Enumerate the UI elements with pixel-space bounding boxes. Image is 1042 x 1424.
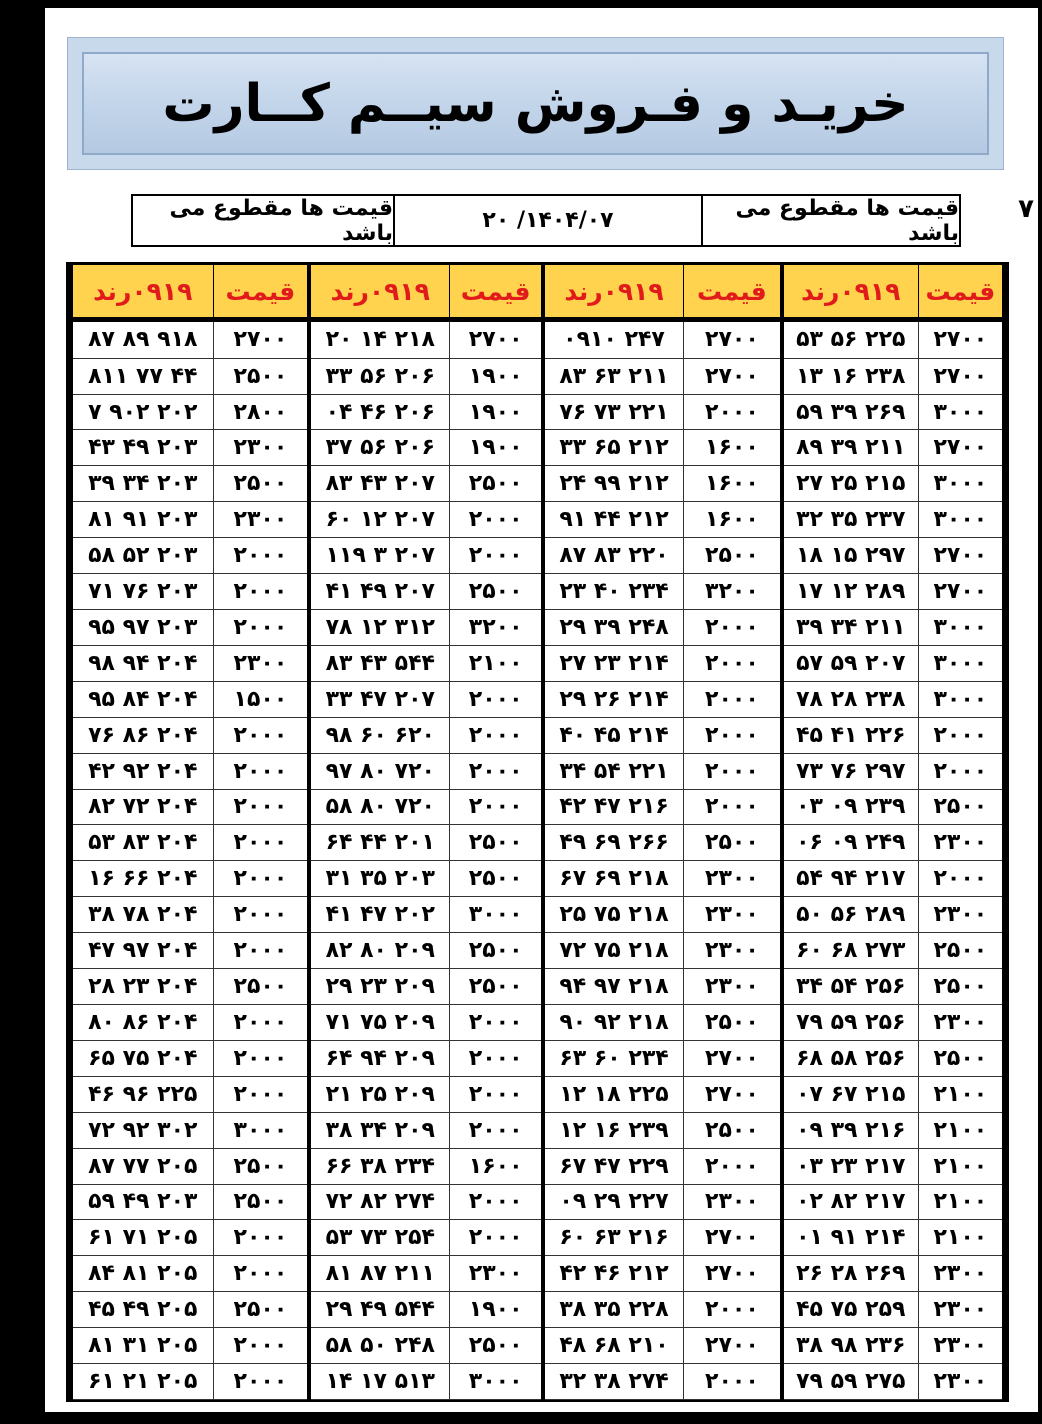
sim-number-cell: ۲۰۴ ۹۴ ۹۸	[71, 645, 214, 681]
table-row	[71, 394, 1005, 430]
price-cell: ۲۰۰۰	[213, 1364, 309, 1400]
price-cell: ۲۱۰۰	[450, 645, 543, 681]
sim-number-cell: ۲۳۴ ۶۰ ۶۳	[543, 1040, 683, 1076]
table-row	[71, 1148, 1005, 1184]
sim-number-cell: ۲۰۳ ۹۷ ۹۵	[71, 610, 214, 646]
header-price: قیمت	[918, 265, 1004, 320]
price-cell: ۲۰۰۰	[450, 681, 543, 717]
price-cell: ۲۰۰۰	[213, 1328, 309, 1364]
price-cell: ۲۱۰۰	[918, 1220, 1004, 1256]
sim-number-cell: ۲۰۷ ۴۳ ۸۳	[309, 466, 449, 502]
table-row	[71, 861, 1005, 897]
price-cell: ۱۹۰۰	[450, 1292, 543, 1328]
sim-number-cell: ۲۰۴ ۸۳ ۵۳	[71, 825, 214, 861]
sim-number-cell: ۲۰۶ ۵۶ ۳۷	[309, 430, 449, 466]
sim-number-cell: ۲۴۷ ۰۹۱۰	[543, 320, 683, 359]
price-cell: ۲۰۰۰	[213, 789, 309, 825]
sim-number-cell: ۲۳۴ ۳۸ ۶۶	[309, 1148, 449, 1184]
table-row	[71, 897, 1005, 933]
price-cell: ۲۰۰۰	[450, 1220, 543, 1256]
sim-number-cell: ۲۰۳ ۷۶ ۷۱	[71, 574, 214, 610]
sim-number-cell: ۲۰۷ ۵۹ ۵۷	[782, 645, 918, 681]
table-row	[71, 1004, 1005, 1040]
sim-number-cell: ۲۱۸ ۷۵ ۷۲	[543, 933, 683, 969]
price-cell: ۲۰۰۰	[213, 861, 309, 897]
table-row	[71, 789, 1005, 825]
price-cell: ۲۰۰۰	[213, 1076, 309, 1112]
table-row	[71, 1220, 1005, 1256]
sim-number-cell: ۲۳۸ ۲۸ ۷۸	[782, 681, 918, 717]
table-row	[71, 538, 1005, 574]
price-cell: ۱۹۰۰	[450, 430, 543, 466]
price-cell: ۲۰۰۰	[450, 1040, 543, 1076]
price-cell: ۲۵۰۰	[918, 969, 1004, 1005]
sim-number-cell: ۲۳۶ ۹۸ ۳۸	[782, 1328, 918, 1364]
price-cell: ۲۷۰۰	[683, 320, 781, 359]
price-cell: ۲۷۰۰	[213, 320, 309, 359]
price-cell: ۲۵۰۰	[213, 969, 309, 1005]
price-cell: ۲۱۰۰	[918, 1184, 1004, 1220]
sim-number-cell: ۲۰۹ ۷۵ ۷۱	[309, 1004, 449, 1040]
sim-number-cell: ۲۳۸ ۱۶ ۱۳	[782, 358, 918, 394]
sim-number-cell: ۲۲۵ ۹۶ ۴۶	[71, 1076, 214, 1112]
price-cell: ۳۰۰۰	[918, 645, 1004, 681]
table-row	[71, 1328, 1005, 1364]
sim-number-cell: ۲۱۷ ۲۳ ۰۳	[782, 1148, 918, 1184]
sim-number-cell: ۲۱۷ ۹۴ ۵۴	[782, 861, 918, 897]
sim-number-cell: ۲۰۶ ۴۶ ۰۴	[309, 394, 449, 430]
sim-number-cell: ۲۵۴ ۷۳ ۵۳	[309, 1220, 449, 1256]
sim-number-cell: ۲۰۹ ۸۰ ۸۲	[309, 933, 449, 969]
sim-number-cell: ۲۰۷ ۴۷ ۳۳	[309, 681, 449, 717]
sim-number-cell: ۲۲۸ ۳۵ ۳۸	[543, 1292, 683, 1328]
price-cell: ۲۵۰۰	[683, 1004, 781, 1040]
price-cell: ۳۰۰۰	[918, 610, 1004, 646]
sim-number-cell: ۲۱۲ ۹۹ ۲۴	[543, 466, 683, 502]
price-cell: ۲۰۰۰	[683, 610, 781, 646]
price-list-page	[45, 8, 1038, 1412]
table-row	[71, 358, 1005, 394]
sim-number-cell: ۲۶۹ ۳۹ ۵۹	[782, 394, 918, 430]
price-cell: ۳۰۰۰	[213, 1112, 309, 1148]
header-number: ۰۹۱۹رند	[309, 265, 449, 320]
price-cell: ۲۰۰۰	[450, 717, 543, 753]
price-cell: ۳۰۰۰	[450, 897, 543, 933]
table-row	[71, 1256, 1005, 1292]
sim-number-cell: ۲۰۴ ۷۲ ۸۲	[71, 789, 214, 825]
table-row	[71, 681, 1005, 717]
price-cell: ۲۵۰۰	[450, 969, 543, 1005]
sim-number-cell: ۲۱۲ ۴۴ ۹۱	[543, 502, 683, 538]
price-cell: ۲۰۰۰	[450, 753, 543, 789]
sim-number-cell: ۲۰۴ ۹۷ ۴۷	[71, 933, 214, 969]
price-cell: ۲۰۰۰	[683, 394, 781, 430]
price-cell: ۲۰۰۰	[213, 753, 309, 789]
price-cell: ۱۹۰۰	[450, 394, 543, 430]
sim-number-cell: ۲۲۷ ۲۹ ۰۹	[543, 1184, 683, 1220]
price-cell: ۲۰۰۰	[213, 933, 309, 969]
price-cell: ۲۳۰۰	[918, 897, 1004, 933]
price-cell: ۲۵۰۰	[213, 466, 309, 502]
sim-number-cell: ۲۰۷ ۳ ۱۱۹	[309, 538, 449, 574]
price-cell: ۲۳۰۰	[213, 430, 309, 466]
price-cell: ۲۵۰۰	[450, 933, 543, 969]
sim-number-cell: ۲۲۹ ۴۷ ۶۷	[543, 1148, 683, 1184]
price-cell: ۲۵۰۰	[213, 1292, 309, 1328]
sim-number-cell: ۳۱۲ ۱۲ ۷۸	[309, 610, 449, 646]
table-row	[71, 1184, 1005, 1220]
table-row	[71, 1292, 1005, 1328]
sim-number-cell: ۲۱۰ ۶۸ ۴۸	[543, 1328, 683, 1364]
sim-number-cell: ۲۱۸ ۶۹ ۶۷	[543, 861, 683, 897]
price-cell: ۲۳۰۰	[918, 1004, 1004, 1040]
sim-number-cell: ۲۸۹ ۱۲ ۱۷	[782, 574, 918, 610]
price-cell: ۲۵۰۰	[918, 789, 1004, 825]
price-cell: ۱۶۰۰	[450, 1148, 543, 1184]
sim-number-cell: ۲۴۹ ۰۹ ۰۶	[782, 825, 918, 861]
sim-number-cell: ۲۰۴ ۶۶ ۱۶	[71, 861, 214, 897]
sim-number-cell: ۲۰۴ ۷۸ ۳۸	[71, 897, 214, 933]
price-cell: ۲۰۰۰	[683, 645, 781, 681]
sim-number-cell: ۲۱۱ ۸۷ ۸۱	[309, 1256, 449, 1292]
price-cell: ۲۰۰۰	[213, 717, 309, 753]
sim-number-cell: ۲۷۴ ۸۲ ۷۲	[309, 1184, 449, 1220]
price-cell: ۳۰۰۰	[918, 502, 1004, 538]
sim-number-cell: ۲۱۸ ۹۷ ۹۴	[543, 969, 683, 1005]
sim-number-cell: ۲۹۷ ۱۵ ۱۸	[782, 538, 918, 574]
price-cell: ۲۵۰۰	[213, 1184, 309, 1220]
price-cell: ۲۰۰۰	[450, 1076, 543, 1112]
price-table-wrapper	[66, 262, 1009, 1402]
sim-number-cell: ۲۰۱ ۴۴ ۶۴	[309, 825, 449, 861]
sim-number-cell: ۲۰۴ ۷۵ ۶۵	[71, 1040, 214, 1076]
price-cell: ۲۳۰۰	[683, 897, 781, 933]
sim-number-cell: ۲۱۴ ۹۱ ۰۱	[782, 1220, 918, 1256]
info-bar	[131, 194, 961, 247]
sim-number-cell: ۲۰۴ ۹۲ ۴۲	[71, 753, 214, 789]
table-row	[71, 1112, 1005, 1148]
header-number: ۰۹۱۹رند	[71, 265, 214, 320]
sim-number-cell: ۲۹۷ ۷۶ ۷۳	[782, 753, 918, 789]
sim-number-cell: ۲۷۴ ۳۸ ۳۲	[543, 1364, 683, 1400]
sim-number-cell: ۲۱۴ ۴۵ ۴۰	[543, 717, 683, 753]
price-cell: ۲۱۰۰	[918, 1148, 1004, 1184]
sim-number-cell: ۲۰۲ ۹۰۲ ۷	[71, 394, 214, 430]
title-banner	[67, 37, 1004, 170]
sim-number-cell: ۲۰۵ ۳۱ ۸۱	[71, 1328, 214, 1364]
price-cell: ۲۸۰۰	[213, 394, 309, 430]
price-cell: ۲۳۰۰	[213, 502, 309, 538]
table-body	[71, 320, 1005, 1400]
price-cell: ۳۰۰۰	[918, 681, 1004, 717]
sim-number-cell: ۲۰۳ ۴۹ ۵۹	[71, 1184, 214, 1220]
sim-number-cell: ۲۱۲ ۴۶ ۴۲	[543, 1256, 683, 1292]
sim-number-cell: ۲۱۸ ۹۲ ۹۰	[543, 1004, 683, 1040]
price-cell: ۱۶۰۰	[683, 466, 781, 502]
price-cell: ۲۳۰۰	[683, 969, 781, 1005]
sim-number-cell: ۲۱۸ ۷۵ ۲۵	[543, 897, 683, 933]
price-cell: ۲۷۰۰	[918, 574, 1004, 610]
sim-number-cell: ۲۰۷ ۴۹ ۴۱	[309, 574, 449, 610]
sim-number-cell: ۴۴ ۷۷ ۸۱۱	[71, 358, 214, 394]
sim-number-cell: ۲۲۰ ۸۳ ۸۷	[543, 538, 683, 574]
sim-number-cell: ۷۲۰ ۸۰ ۵۸	[309, 789, 449, 825]
sim-number-cell: ۲۵۹ ۷۵ ۴۵	[782, 1292, 918, 1328]
price-table	[68, 264, 1007, 1400]
price-cell: ۲۰۰۰	[213, 1040, 309, 1076]
price-cell: ۲۳۰۰	[450, 1256, 543, 1292]
sim-number-cell: ۲۰۳ ۳۴ ۳۹	[71, 466, 214, 502]
price-cell: ۲۵۰۰	[683, 538, 781, 574]
sim-number-cell: ۲۰۹ ۲۳ ۲۹	[309, 969, 449, 1005]
table-row	[71, 645, 1005, 681]
price-cell: ۲۵۰۰	[450, 574, 543, 610]
price-cell: ۲۰۰۰	[450, 1004, 543, 1040]
price-cell: ۲۰۰۰	[213, 574, 309, 610]
header-price: قیمت	[450, 265, 543, 320]
info-note-left: قیمت ها مقطوع می باشد	[169, 195, 393, 246]
price-cell: ۲۰۰۰	[918, 753, 1004, 789]
sim-number-cell: ۲۰۹ ۲۵ ۲۱	[309, 1076, 449, 1112]
price-cell: ۲۰۰۰	[683, 753, 781, 789]
sim-number-cell: ۲۰۳ ۳۵ ۳۱	[309, 861, 449, 897]
table-row	[71, 466, 1005, 502]
price-cell: ۲۷۰۰	[683, 1220, 781, 1256]
sim-number-cell: ۲۳۴ ۴۰ ۲۳	[543, 574, 683, 610]
sim-number-cell: ۲۰۳ ۹۱ ۸۱	[71, 502, 214, 538]
price-cell: ۲۳۰۰	[918, 1328, 1004, 1364]
price-cell: ۱۶۰۰	[683, 430, 781, 466]
sim-number-cell: ۲۰۹ ۹۴ ۶۴	[309, 1040, 449, 1076]
sim-number-cell: ۲۰۵ ۲۱ ۶۱	[71, 1364, 214, 1400]
sim-number-cell: ۵۴۴ ۴۳ ۸۳	[309, 645, 449, 681]
sim-number-cell: ۵۱۳ ۱۷ ۱۴	[309, 1364, 449, 1400]
table-row	[71, 574, 1005, 610]
sim-number-cell: ۹۱۸ ۸۹ ۸۷	[71, 320, 214, 359]
sim-number-cell: ۷۲۰ ۸۰ ۹۷	[309, 753, 449, 789]
price-cell: ۲۰۰۰	[450, 1184, 543, 1220]
price-cell: ۳۰۰۰	[450, 1364, 543, 1400]
price-cell: ۲۵۰۰	[918, 1040, 1004, 1076]
sim-number-cell: ۲۱۵ ۶۷ ۰۷	[782, 1076, 918, 1112]
price-cell: ۲۵۰۰	[450, 861, 543, 897]
price-cell: ۲۰۰۰	[450, 1112, 543, 1148]
table-row	[71, 1040, 1005, 1076]
sim-number-cell: ۲۱۲ ۶۵ ۳۳	[543, 430, 683, 466]
sim-number-cell: ۲۶۶ ۶۹ ۴۹	[543, 825, 683, 861]
table-row	[71, 430, 1005, 466]
table-row	[71, 320, 1005, 359]
header-number: ۰۹۱۹رند	[782, 265, 918, 320]
price-cell: ۲۵۰۰	[683, 825, 781, 861]
table-row	[71, 933, 1005, 969]
price-cell: ۳۰۰۰	[918, 466, 1004, 502]
info-note-right: قیمت ها مقطوع می باشد	[701, 196, 959, 245]
table-row	[71, 825, 1005, 861]
price-cell: ۲۰۰۰	[683, 717, 781, 753]
table-row	[71, 610, 1005, 646]
sim-number-cell: ۲۰۴ ۸۶ ۸۰	[71, 1004, 214, 1040]
sim-number-cell: ۲۰۶ ۵۶ ۳۳	[309, 358, 449, 394]
page-title: خریـد و فـروش سیــم کــارت	[162, 73, 909, 134]
sim-number-cell: ۲۰۴ ۸۴ ۹۵	[71, 681, 214, 717]
price-cell: ۲۵۰۰	[213, 1148, 309, 1184]
price-cell: ۲۵۰۰	[450, 1328, 543, 1364]
sim-number-cell: ۲۸۹ ۵۶ ۵۰	[782, 897, 918, 933]
sim-number-cell: ۲۰۳ ۴۹ ۴۳	[71, 430, 214, 466]
price-cell: ۲۵۰۰	[683, 1112, 781, 1148]
price-cell: ۲۰۰۰	[683, 1148, 781, 1184]
table-row	[71, 753, 1005, 789]
sim-number-cell: ۲۵۶ ۵۸ ۶۸	[782, 1040, 918, 1076]
price-cell: ۲۳۰۰	[918, 1256, 1004, 1292]
sim-number-cell: ۲۲۵ ۵۶ ۵۳	[782, 320, 918, 359]
price-cell: ۲۷۰۰	[683, 358, 781, 394]
sim-number-cell: ۲۴۸ ۳۹ ۲۹	[543, 610, 683, 646]
price-cell: ۲۷۰۰	[683, 1076, 781, 1112]
price-cell: ۲۷۰۰	[683, 1328, 781, 1364]
price-cell: ۲۰۰۰	[683, 1292, 781, 1328]
price-cell: ۳۲۰۰	[683, 574, 781, 610]
sim-number-cell: ۲۲۶ ۴۱ ۴۵	[782, 717, 918, 753]
price-cell: ۲۰۰۰	[683, 1364, 781, 1400]
sim-number-cell: ۲۰۵ ۸۱ ۸۴	[71, 1256, 214, 1292]
sim-number-cell: ۲۰۵ ۷۱ ۶۱	[71, 1220, 214, 1256]
price-cell: ۲۰۰۰	[683, 681, 781, 717]
sim-number-cell: ۲۳۷ ۳۵ ۳۲	[782, 502, 918, 538]
sim-number-cell: ۲۷۵ ۵۹ ۷۹	[782, 1364, 918, 1400]
sim-number-cell: ۵۴۴ ۴۹ ۲۹	[309, 1292, 449, 1328]
info-date: ۱۴۰۴/۰۷/ ۲۰	[393, 196, 701, 245]
price-cell: ۲۳۰۰	[918, 1364, 1004, 1400]
price-cell: ۲۷۰۰	[683, 1256, 781, 1292]
sim-number-cell: ۳۰۲ ۹۲ ۷۲	[71, 1112, 214, 1148]
header-price: قیمت	[683, 265, 781, 320]
sim-number-cell: ۲۶۹ ۲۸ ۲۶	[782, 1256, 918, 1292]
sim-number-cell: ۲۲۵ ۱۸ ۱۲	[543, 1076, 683, 1112]
table-row	[71, 717, 1005, 753]
sim-number-cell: ۲۱۶ ۳۹ ۰۹	[782, 1112, 918, 1148]
price-cell: ۲۰۰۰	[450, 502, 543, 538]
price-cell: ۲۰۰۰	[213, 1004, 309, 1040]
sim-number-cell: ۲۰۴ ۲۳ ۲۸	[71, 969, 214, 1005]
price-cell: ۱۵۰۰	[213, 681, 309, 717]
price-cell: ۳۲۰۰	[450, 610, 543, 646]
header-price: قیمت	[213, 265, 309, 320]
sim-number-cell: ۲۱۶ ۴۷ ۴۲	[543, 789, 683, 825]
sim-number-cell: ۲۰۲ ۴۷ ۴۱	[309, 897, 449, 933]
table-row	[71, 1076, 1005, 1112]
price-cell: ۲۰۰۰	[213, 1220, 309, 1256]
sim-number-cell: ۲۱۱ ۳۴ ۳۹	[782, 610, 918, 646]
sim-number-cell: ۲۵۶ ۵۹ ۷۹	[782, 1004, 918, 1040]
price-cell: ۳۰۰۰	[918, 394, 1004, 430]
price-cell: ۲۰۰۰	[918, 717, 1004, 753]
table-row	[71, 502, 1005, 538]
price-cell: ۱۹۰۰	[450, 358, 543, 394]
price-cell: ۲۵۰۰	[450, 466, 543, 502]
price-cell: ۲۰۰۰	[450, 538, 543, 574]
price-cell: ۲۰۰۰	[213, 825, 309, 861]
price-cell: ۲۱۰۰	[918, 1112, 1004, 1148]
sim-number-cell: ۲۰۷ ۱۲ ۶۰	[309, 502, 449, 538]
table-row	[71, 969, 1005, 1005]
price-cell: ۲۰۰۰	[918, 861, 1004, 897]
price-cell: ۲۱۰۰	[918, 1076, 1004, 1112]
price-cell: ۱۶۰۰	[683, 502, 781, 538]
header-number: ۰۹۱۹رند	[543, 265, 683, 320]
sim-number-cell: ۲۱۵ ۲۵ ۲۷	[782, 466, 918, 502]
sim-number-cell: ۲۰۴ ۸۶ ۷۶	[71, 717, 214, 753]
price-cell: ۲۷۰۰	[918, 320, 1004, 359]
price-cell: ۲۷۰۰	[683, 1040, 781, 1076]
price-cell: ۲۰۰۰	[450, 789, 543, 825]
sim-number-cell: ۲۱۱ ۳۹ ۸۹	[782, 430, 918, 466]
sim-number-cell: ۲۲۱ ۷۳ ۷۶	[543, 394, 683, 430]
price-cell: ۲۳۰۰	[213, 645, 309, 681]
price-cell: ۲۳۰۰	[918, 1292, 1004, 1328]
page-number: ۷	[1018, 194, 1034, 224]
price-cell: ۲۰۰۰	[213, 610, 309, 646]
sim-number-cell: ۶۲۰ ۶۰ ۹۸	[309, 717, 449, 753]
sim-number-cell: ۲۵۶ ۵۴ ۳۴	[782, 969, 918, 1005]
sim-number-cell: ۲۷۳ ۶۸ ۶۰	[782, 933, 918, 969]
price-cell: ۲۷۰۰	[918, 358, 1004, 394]
sim-number-cell: ۲۲۱ ۵۴ ۳۴	[543, 753, 683, 789]
sim-number-cell: ۲۱۱ ۶۳ ۸۳	[543, 358, 683, 394]
sim-number-cell: ۲۰۵ ۷۷ ۸۷	[71, 1148, 214, 1184]
price-cell: ۲۷۰۰	[450, 320, 543, 359]
price-cell: ۲۰۰۰	[213, 1256, 309, 1292]
price-cell: ۲۰۰۰	[213, 897, 309, 933]
price-cell: ۲۳۰۰	[683, 933, 781, 969]
price-cell: ۲۰۰۰	[683, 789, 781, 825]
price-cell: ۲۵۰۰	[450, 825, 543, 861]
table-header-row	[71, 265, 1005, 320]
sim-number-cell: ۲۰۳ ۵۲ ۵۸	[71, 538, 214, 574]
sim-number-cell: ۲۴۸ ۵۰ ۵۸	[309, 1328, 449, 1364]
sim-number-cell: ۲۱۷ ۸۲ ۰۲	[782, 1184, 918, 1220]
sim-number-cell: ۲۳۹ ۰۹ ۰۳	[782, 789, 918, 825]
sim-number-cell: ۲۱۸ ۱۴ ۲۰	[309, 320, 449, 359]
price-cell: ۲۵۰۰	[918, 933, 1004, 969]
price-cell: ۲۵۰۰	[213, 358, 309, 394]
price-cell: ۲۷۰۰	[918, 538, 1004, 574]
price-cell: ۲۳۰۰	[918, 825, 1004, 861]
table-row	[71, 1364, 1005, 1400]
price-cell: ۲۳۰۰	[683, 861, 781, 897]
sim-number-cell: ۲۱۴ ۲۶ ۲۹	[543, 681, 683, 717]
price-cell: ۲۷۰۰	[918, 430, 1004, 466]
price-cell: ۲۰۰۰	[213, 538, 309, 574]
sim-number-cell: ۲۱۶ ۶۳ ۶۰	[543, 1220, 683, 1256]
price-cell: ۲۳۰۰	[683, 1184, 781, 1220]
sim-number-cell: ۲۱۴ ۲۳ ۲۷	[543, 645, 683, 681]
sim-number-cell: ۲۰۹ ۳۴ ۳۸	[309, 1112, 449, 1148]
sim-number-cell: ۲۰۵ ۴۹ ۴۵	[71, 1292, 214, 1328]
sim-number-cell: ۲۳۹ ۱۶ ۱۲	[543, 1112, 683, 1148]
